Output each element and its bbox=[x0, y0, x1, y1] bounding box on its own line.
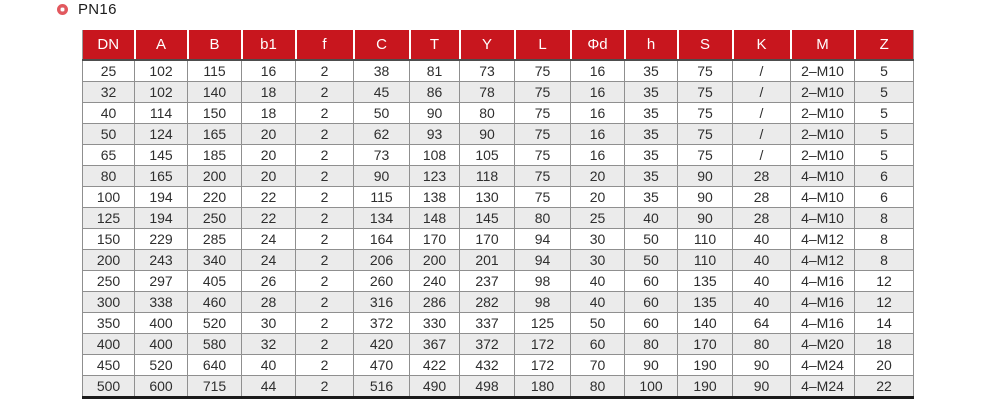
table-cell: 2 bbox=[296, 229, 354, 250]
table-cell: 372 bbox=[354, 313, 410, 334]
table-cell: 250 bbox=[83, 271, 135, 292]
table-cell: 16 bbox=[571, 124, 625, 145]
table-cell: 2 bbox=[296, 355, 354, 376]
table-cell: 12 bbox=[855, 292, 914, 313]
table-cell: 134 bbox=[354, 208, 410, 229]
table-cell: 60 bbox=[625, 292, 678, 313]
table-cell: 40 bbox=[83, 103, 135, 124]
table-cell: 4–M10 bbox=[791, 208, 855, 229]
table-cell: 600 bbox=[135, 376, 188, 398]
table-cell: 260 bbox=[354, 271, 410, 292]
table-cell: 35 bbox=[625, 187, 678, 208]
table-cell: 75 bbox=[515, 145, 571, 166]
table-cell: 2 bbox=[296, 124, 354, 145]
table-cell: 80 bbox=[733, 334, 791, 355]
table-cell: 316 bbox=[354, 292, 410, 313]
table-row bbox=[83, 103, 914, 124]
table-cell: 130 bbox=[460, 187, 515, 208]
table-cell: 138 bbox=[410, 187, 460, 208]
table-cell: 490 bbox=[410, 376, 460, 398]
table-cell: 26 bbox=[242, 271, 296, 292]
table-row bbox=[83, 145, 914, 166]
table-cell: 338 bbox=[135, 292, 188, 313]
table-cell: 73 bbox=[460, 60, 515, 82]
table-cell: 2–M10 bbox=[791, 124, 855, 145]
table-cell: 200 bbox=[83, 250, 135, 271]
table-cell: 400 bbox=[135, 334, 188, 355]
table-cell: 20 bbox=[242, 124, 296, 145]
table-cell: 60 bbox=[571, 334, 625, 355]
table-cell: 94 bbox=[515, 229, 571, 250]
table-cell: 65 bbox=[83, 145, 135, 166]
table-cell: 60 bbox=[625, 271, 678, 292]
table-cell: / bbox=[733, 60, 791, 82]
table-cell: 6 bbox=[855, 166, 914, 187]
table-cell: 250 bbox=[188, 208, 242, 229]
table-cell: 20 bbox=[571, 187, 625, 208]
table-cell: 20 bbox=[855, 355, 914, 376]
table-cell: 114 bbox=[135, 103, 188, 124]
table-cell: 90 bbox=[625, 355, 678, 376]
header-row bbox=[83, 30, 914, 60]
table-cell: 172 bbox=[515, 355, 571, 376]
table-cell: 148 bbox=[410, 208, 460, 229]
table-cell: 200 bbox=[188, 166, 242, 187]
table-cell: 86 bbox=[410, 82, 460, 103]
table-cell: 28 bbox=[733, 208, 791, 229]
table-cell: 500 bbox=[83, 376, 135, 398]
column-header: Y bbox=[460, 30, 515, 60]
table-cell: 73 bbox=[354, 145, 410, 166]
table-cell: 2 bbox=[296, 334, 354, 355]
column-header: b1 bbox=[242, 30, 296, 60]
table-cell: 14 bbox=[855, 313, 914, 334]
table-cell: 8 bbox=[855, 229, 914, 250]
table-row bbox=[83, 376, 914, 398]
table-cell: 32 bbox=[242, 334, 296, 355]
table-header bbox=[83, 30, 914, 60]
table-row bbox=[83, 187, 914, 208]
table-cell: 520 bbox=[135, 355, 188, 376]
table-cell: 286 bbox=[410, 292, 460, 313]
table-row bbox=[83, 229, 914, 250]
table-cell: 80 bbox=[571, 376, 625, 398]
table-cell: 240 bbox=[410, 271, 460, 292]
table-cell: 64 bbox=[733, 313, 791, 334]
table-cell: 93 bbox=[410, 124, 460, 145]
column-header: K bbox=[733, 30, 791, 60]
column-header: DN bbox=[83, 30, 135, 60]
table-cell: 4–M10 bbox=[791, 166, 855, 187]
table-cell: 44 bbox=[242, 376, 296, 398]
table-cell: 470 bbox=[354, 355, 410, 376]
table-cell: 30 bbox=[571, 229, 625, 250]
table-cell: 40 bbox=[571, 292, 625, 313]
table-cell: 2–M10 bbox=[791, 60, 855, 82]
series-label-text: PN16 bbox=[78, 1, 117, 18]
table-cell: 75 bbox=[515, 124, 571, 145]
table-cell: 282 bbox=[460, 292, 515, 313]
table-cell: 75 bbox=[515, 82, 571, 103]
table-cell: 18 bbox=[855, 334, 914, 355]
table-cell: 81 bbox=[410, 60, 460, 82]
table-cell: 4–M16 bbox=[791, 313, 855, 334]
column-header: L bbox=[515, 30, 571, 60]
table-cell: 28 bbox=[242, 292, 296, 313]
table-cell: 6 bbox=[855, 187, 914, 208]
table-cell: 400 bbox=[135, 313, 188, 334]
table-cell: 16 bbox=[571, 145, 625, 166]
table-cell: 170 bbox=[460, 229, 515, 250]
table-cell: 18 bbox=[242, 103, 296, 124]
table-cell: 62 bbox=[354, 124, 410, 145]
table-cell: 60 bbox=[625, 313, 678, 334]
table-cell: 140 bbox=[678, 313, 733, 334]
table-cell: 580 bbox=[188, 334, 242, 355]
table-cell: 98 bbox=[515, 292, 571, 313]
table-cell: 25 bbox=[83, 60, 135, 82]
table-cell: 90 bbox=[678, 166, 733, 187]
table-cell: 516 bbox=[354, 376, 410, 398]
table-cell: 40 bbox=[571, 271, 625, 292]
table-cell: 90 bbox=[410, 103, 460, 124]
table-cell: 640 bbox=[188, 355, 242, 376]
table-cell: 165 bbox=[188, 124, 242, 145]
column-header: A bbox=[135, 30, 188, 60]
table-row bbox=[83, 292, 914, 313]
table-cell: 200 bbox=[410, 250, 460, 271]
table-cell: 145 bbox=[135, 145, 188, 166]
table-cell: 498 bbox=[460, 376, 515, 398]
table-cell: 422 bbox=[410, 355, 460, 376]
table-cell: 2 bbox=[296, 82, 354, 103]
table-cell: 110 bbox=[678, 229, 733, 250]
table-cell: 80 bbox=[460, 103, 515, 124]
table-cell: 102 bbox=[135, 82, 188, 103]
table-cell: / bbox=[733, 145, 791, 166]
table-cell: 190 bbox=[678, 376, 733, 398]
table-row bbox=[83, 355, 914, 376]
table-cell: 2 bbox=[296, 103, 354, 124]
table-cell: 90 bbox=[733, 376, 791, 398]
table-row bbox=[83, 250, 914, 271]
table-cell: 4–M24 bbox=[791, 376, 855, 398]
table-cell: 80 bbox=[515, 208, 571, 229]
table-cell: 75 bbox=[515, 60, 571, 82]
table-cell: 150 bbox=[188, 103, 242, 124]
table-cell: 75 bbox=[515, 187, 571, 208]
table-cell: 30 bbox=[571, 250, 625, 271]
table-cell: 94 bbox=[515, 250, 571, 271]
table-cell: 400 bbox=[83, 334, 135, 355]
table-cell: 135 bbox=[678, 292, 733, 313]
table-cell: 35 bbox=[625, 124, 678, 145]
table-cell: 80 bbox=[83, 166, 135, 187]
table-cell: 24 bbox=[242, 250, 296, 271]
column-header: M bbox=[791, 30, 855, 60]
table-cell: 123 bbox=[410, 166, 460, 187]
table-cell: 102 bbox=[135, 60, 188, 82]
series-label bbox=[57, 1, 117, 18]
table-cell: 2 bbox=[296, 313, 354, 334]
table-cell: 4–M16 bbox=[791, 292, 855, 313]
table-cell: 80 bbox=[625, 334, 678, 355]
table-cell: / bbox=[733, 124, 791, 145]
table-cell: 2 bbox=[296, 166, 354, 187]
table-cell: 35 bbox=[625, 60, 678, 82]
table-cell: 432 bbox=[460, 355, 515, 376]
table-cell: 4–M20 bbox=[791, 334, 855, 355]
table-cell: 140 bbox=[188, 82, 242, 103]
table-cell: 2 bbox=[296, 292, 354, 313]
table-cell: 337 bbox=[460, 313, 515, 334]
table-cell: 22 bbox=[242, 208, 296, 229]
table-cell: 20 bbox=[242, 166, 296, 187]
table-cell: 2 bbox=[296, 145, 354, 166]
table-cell: 75 bbox=[678, 60, 733, 82]
column-header: S bbox=[678, 30, 733, 60]
table-cell: 5 bbox=[855, 82, 914, 103]
table-cell: 5 bbox=[855, 145, 914, 166]
table-cell: 229 bbox=[135, 229, 188, 250]
table-cell: 243 bbox=[135, 250, 188, 271]
table-cell: 35 bbox=[625, 82, 678, 103]
column-header: T bbox=[410, 30, 460, 60]
table-cell: 4–M16 bbox=[791, 271, 855, 292]
table-cell: 35 bbox=[625, 103, 678, 124]
bullet-icon bbox=[57, 4, 68, 15]
table-cell: 35 bbox=[625, 145, 678, 166]
table-body bbox=[83, 60, 914, 398]
table-cell: 75 bbox=[515, 103, 571, 124]
table-cell: 50 bbox=[625, 229, 678, 250]
table-cell: 75 bbox=[678, 145, 733, 166]
table-cell: 22 bbox=[242, 187, 296, 208]
table-cell: 78 bbox=[460, 82, 515, 103]
table-cell: 110 bbox=[678, 250, 733, 271]
table-cell: 715 bbox=[188, 376, 242, 398]
table-row bbox=[83, 271, 914, 292]
table-cell: 90 bbox=[678, 208, 733, 229]
table-cell: 367 bbox=[410, 334, 460, 355]
table-cell: 5 bbox=[855, 60, 914, 82]
table-cell: 350 bbox=[83, 313, 135, 334]
table-cell: 45 bbox=[354, 82, 410, 103]
table-cell: 2 bbox=[296, 250, 354, 271]
table-cell: 285 bbox=[188, 229, 242, 250]
table-cell: 35 bbox=[625, 166, 678, 187]
column-header: f bbox=[296, 30, 354, 60]
table-row bbox=[83, 208, 914, 229]
table-cell: 5 bbox=[855, 124, 914, 145]
table-cell: 115 bbox=[354, 187, 410, 208]
table-cell: 105 bbox=[460, 145, 515, 166]
table-cell: 100 bbox=[625, 376, 678, 398]
table-cell: 20 bbox=[571, 166, 625, 187]
column-header: B bbox=[188, 30, 242, 60]
table-cell: 40 bbox=[733, 229, 791, 250]
table-cell: 4–M12 bbox=[791, 229, 855, 250]
dimension-spec-table bbox=[82, 30, 914, 399]
table-cell: 135 bbox=[678, 271, 733, 292]
table-cell: 40 bbox=[625, 208, 678, 229]
table-cell: 24 bbox=[242, 229, 296, 250]
table-cell: 32 bbox=[83, 82, 135, 103]
table-cell: 300 bbox=[83, 292, 135, 313]
table-cell: 150 bbox=[83, 229, 135, 250]
table-cell: 164 bbox=[354, 229, 410, 250]
table-cell: 90 bbox=[678, 187, 733, 208]
table-cell: 2 bbox=[296, 208, 354, 229]
table-cell: 450 bbox=[83, 355, 135, 376]
table-cell: 12 bbox=[855, 271, 914, 292]
table-cell: 98 bbox=[515, 271, 571, 292]
table-cell: 2 bbox=[296, 271, 354, 292]
table-cell: 40 bbox=[242, 355, 296, 376]
table-cell: 38 bbox=[354, 60, 410, 82]
table-cell: 237 bbox=[460, 271, 515, 292]
table-cell: 40 bbox=[733, 250, 791, 271]
table-cell: 75 bbox=[678, 103, 733, 124]
table-cell: 2 bbox=[296, 60, 354, 82]
table-cell: 16 bbox=[571, 60, 625, 82]
table-cell: 2–M10 bbox=[791, 145, 855, 166]
table-cell: 108 bbox=[410, 145, 460, 166]
table-cell: 145 bbox=[460, 208, 515, 229]
table-cell: / bbox=[733, 103, 791, 124]
table-cell: 460 bbox=[188, 292, 242, 313]
table-cell: 2 bbox=[296, 376, 354, 398]
table-cell: 4–M10 bbox=[791, 187, 855, 208]
table-cell: 16 bbox=[571, 103, 625, 124]
column-header: Z bbox=[855, 30, 914, 60]
table-cell: 2–M10 bbox=[791, 103, 855, 124]
table-cell: 90 bbox=[354, 166, 410, 187]
column-header: C bbox=[354, 30, 410, 60]
table-cell: 28 bbox=[733, 187, 791, 208]
table-row bbox=[83, 124, 914, 145]
table-cell: 18 bbox=[242, 82, 296, 103]
table-cell: 405 bbox=[188, 271, 242, 292]
table-cell: 90 bbox=[460, 124, 515, 145]
table-cell: 5 bbox=[855, 103, 914, 124]
table-cell: / bbox=[733, 82, 791, 103]
table-cell: 170 bbox=[678, 334, 733, 355]
table-cell: 50 bbox=[625, 250, 678, 271]
table-cell: 118 bbox=[460, 166, 515, 187]
table-cell: 4–M24 bbox=[791, 355, 855, 376]
table-cell: 16 bbox=[571, 82, 625, 103]
table-cell: 2–M10 bbox=[791, 82, 855, 103]
table-cell: 220 bbox=[188, 187, 242, 208]
table-cell: 194 bbox=[135, 208, 188, 229]
table-row bbox=[83, 60, 914, 82]
table-cell: 50 bbox=[83, 124, 135, 145]
table-cell: 40 bbox=[733, 271, 791, 292]
table-cell: 8 bbox=[855, 208, 914, 229]
table-cell: 70 bbox=[571, 355, 625, 376]
table-row bbox=[83, 166, 914, 187]
table-cell: 25 bbox=[571, 208, 625, 229]
table-cell: 4–M12 bbox=[791, 250, 855, 271]
table-cell: 125 bbox=[515, 313, 571, 334]
column-header: h bbox=[625, 30, 678, 60]
table-row bbox=[83, 313, 914, 334]
table-cell: 124 bbox=[135, 124, 188, 145]
table-cell: 201 bbox=[460, 250, 515, 271]
column-header: Φd bbox=[571, 30, 625, 60]
table-cell: 8 bbox=[855, 250, 914, 271]
table-cell: 40 bbox=[733, 292, 791, 313]
table-cell: 297 bbox=[135, 271, 188, 292]
table-cell: 206 bbox=[354, 250, 410, 271]
table-cell: 165 bbox=[135, 166, 188, 187]
table-cell: 90 bbox=[733, 355, 791, 376]
table-cell: 115 bbox=[188, 60, 242, 82]
table-cell: 50 bbox=[571, 313, 625, 334]
table-cell: 75 bbox=[678, 124, 733, 145]
table-cell: 194 bbox=[135, 187, 188, 208]
table-cell: 170 bbox=[410, 229, 460, 250]
table-cell: 420 bbox=[354, 334, 410, 355]
table-cell: 180 bbox=[515, 376, 571, 398]
table-cell: 190 bbox=[678, 355, 733, 376]
table-row bbox=[83, 82, 914, 103]
table-cell: 75 bbox=[515, 166, 571, 187]
table-cell: 50 bbox=[354, 103, 410, 124]
table-cell: 340 bbox=[188, 250, 242, 271]
table-cell: 172 bbox=[515, 334, 571, 355]
table-cell: 16 bbox=[242, 60, 296, 82]
table-cell: 125 bbox=[83, 208, 135, 229]
table-cell: 30 bbox=[242, 313, 296, 334]
table-cell: 372 bbox=[460, 334, 515, 355]
table-cell: 100 bbox=[83, 187, 135, 208]
table-row bbox=[83, 334, 914, 355]
table-cell: 28 bbox=[733, 166, 791, 187]
table-cell: 520 bbox=[188, 313, 242, 334]
table-cell: 185 bbox=[188, 145, 242, 166]
table-cell: 2 bbox=[296, 187, 354, 208]
table-cell: 330 bbox=[410, 313, 460, 334]
table-cell: 22 bbox=[855, 376, 914, 398]
table-cell: 75 bbox=[678, 82, 733, 103]
table-cell: 20 bbox=[242, 145, 296, 166]
